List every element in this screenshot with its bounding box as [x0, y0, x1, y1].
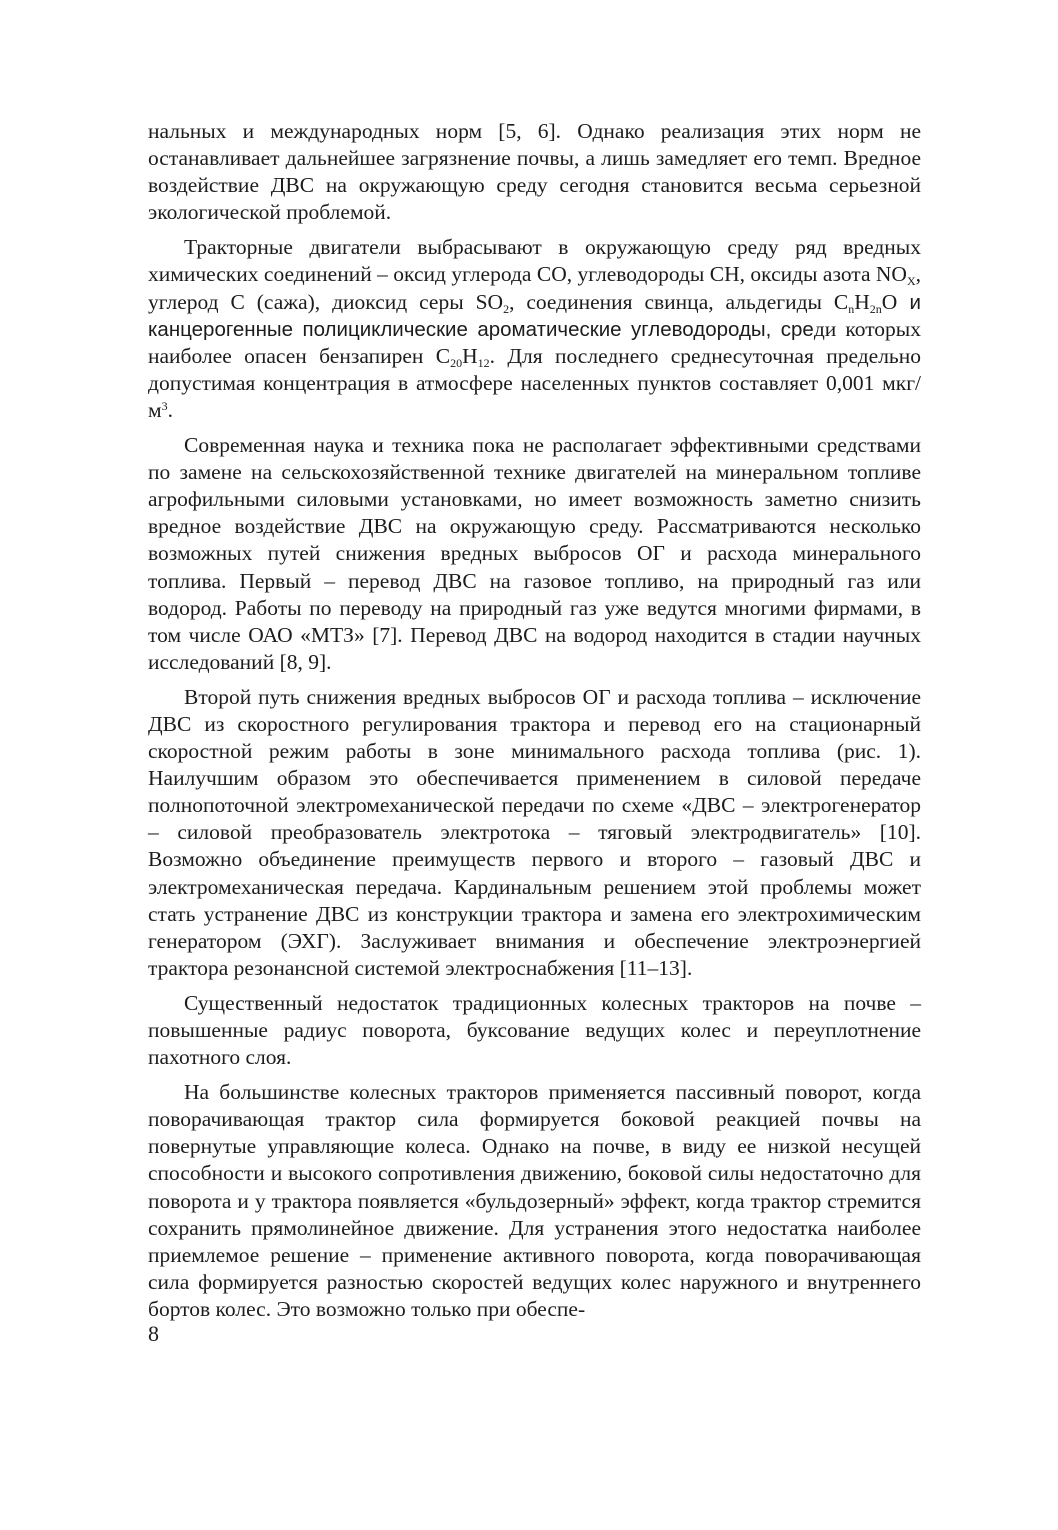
text-run: . [167, 397, 173, 422]
subscript: 20 [450, 355, 463, 370]
paragraph [148, 234, 921, 424]
body-text [148, 118, 921, 1331]
paragraph: Существенный недостаток традиционных колесных тракторов на почве – повышенные радиус поворота, буксование ведущих колес и переуплотнение пахотного слоя. [148, 990, 921, 1070]
subscript: X [906, 274, 916, 289]
text-run: O [881, 289, 898, 314]
paragraph: нальных и международных норм [5, 6]. Однако реализация этих норм не останавливает дальнейшее загрязнение почвы, а лишь замедляет его темп. Вредное воздействие ДВС на окружающую среду сегодня становится весьма серьезной экологической проблемой. [148, 119, 921, 225]
subscript: n [848, 301, 855, 316]
text-run-sans: и канцерогенные полициклические ароматические углеводороды, сре [148, 290, 922, 341]
paragraph: На большинстве колесных тракторов применяется пассивный поворот, когда поворачивающая трактор сила формируется боковой реакцией почвы на повернутые управляющие колеса. Однако на почве, в виду ее низкой несущей способности и высокого сопротивления движению, боковой силы недостаточно для поворота и у трактора появляется «бульдозерный» эффект, когда трактор стремится сохранить прямолинейное движение. Для устранения этого недостатка наиболее приемлемое решение – применение активного поворота, когда поворачивающая сила формируется разностью скоростей ведущих колес наружного и внутреннего бортов колес. Это возможно только при обеспе- [148, 1080, 921, 1321]
subscript: 2n [869, 301, 882, 316]
text-run: H [854, 289, 870, 314]
text-run: . Для последнего среднесуточная предельно допустимая концентрация в атмосфере населенных пунктов составляет 0,001 мкг/м [148, 343, 921, 422]
text-run: , соединения свинца, альдегиды C [509, 289, 849, 314]
text-run: ди которых наиболее опасен бензапирен C [148, 316, 922, 368]
text-run: Тракторные двигатели выбрасывают в окружающую среду ряд вредных химических соединений – оксид углерода CO, углеводороды CH, оксиды азота NO [148, 235, 921, 287]
subscript: 12 [477, 355, 490, 370]
text-run: , углерод C (сажа), диоксид серы SO [148, 262, 921, 314]
paragraph: Современная наука и техника пока не располагает эффективными средствами по замене на сельскохозяйственной технике двигателей на минеральном топливе агрофильными силовыми установками, но имеет возможность заметно снизить вредное воздействие ДВС на окружающую среду. Рассматриваются несколько возможных путей снижения вредных выбросов ОГ и расхода минерального топлива. Первый – перевод ДВС на газовое топливо, на природный газ или водород. Работы по переводу на природный газ уже ведутся многими фирмами, в том числе ОАО «МТЗ» [7]. Перевод ДВС на водород находится в стадии научных исследований [8, 9]. [148, 433, 921, 674]
page-number: 8 [148, 1321, 159, 1346]
text-run: H [462, 343, 478, 368]
superscript: 3 [161, 398, 168, 413]
subscript: 2 [503, 301, 510, 316]
paragraph: Второй путь снижения вредных выбросов ОГ и расхода топлива – исключение ДВС из скоростного регулирования трактора и перевод его на стационарный скоростной режим работы в зоне минимального расхода топлива (рис. 1). Наилучшим образом это обеспечивается применением в силовой передаче полнопоточной электромеханической передачи по схеме «ДВС – электрогенератор – силовой преобразователь электротока – тяговый электродвигатель» [10]. Возможно объединение преимуществ первого и второго – газовый ДВС и электромеханическая передача. Кардинальным решением этой проблемы может стать устранение ДВС из конструкции трактора и замена его электрохимическим генератором (ЭХГ). Заслуживает внимания и обеспечение электроэнергией трактора резонансной системой электроснабжения [11–13]. [148, 684, 921, 980]
